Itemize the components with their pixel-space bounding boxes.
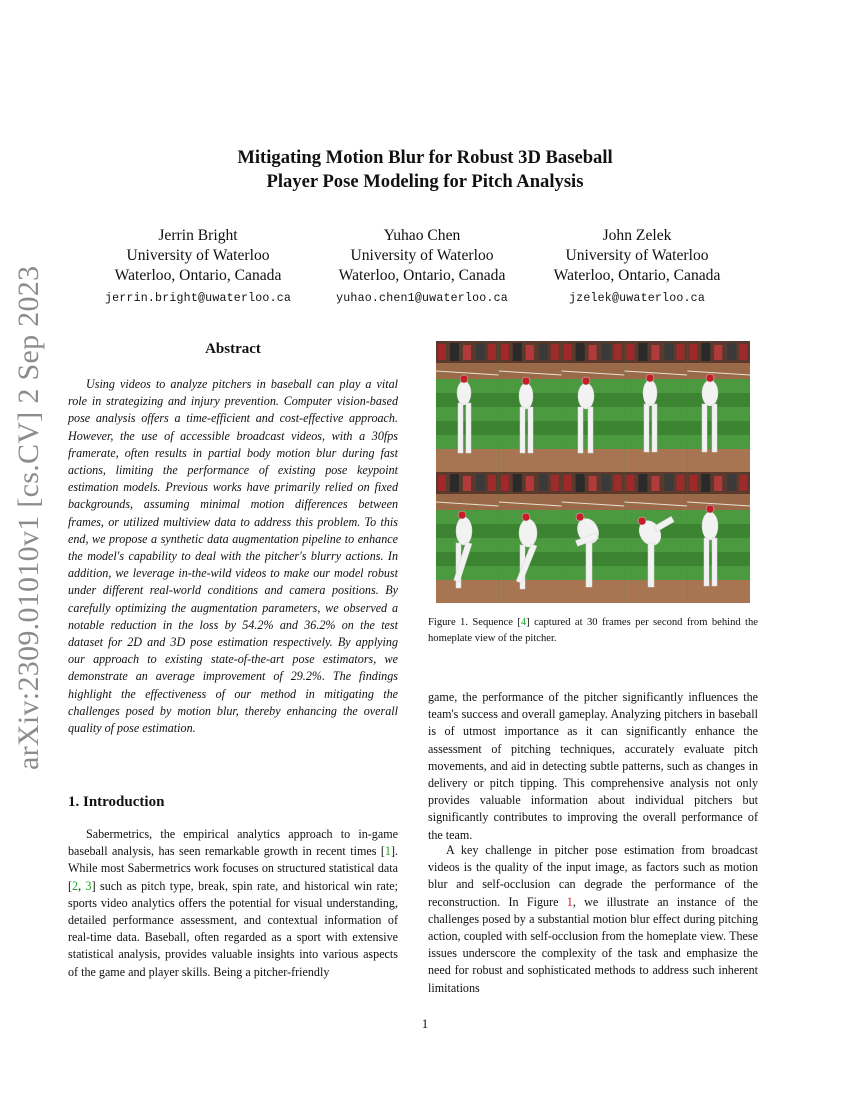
introduction-paragraph: Sabermetrics, the empirical analytics approach to in-game baseball analysis, has seen remarkable growth in recent times [1]. While most Sabermetrics work focuses on structured statistical data [2, 3] such as pitch type, break, spin rate, and historical win rate; sports video analytics offers the potential for visual understanding, detailed performance assessment, and contextual information of real-time data. Baseball, often regarded as a sport with extensive statistical analysis, provides valuable insights into various aspects of the game and player skills. Being a pitcher-friendly xyxy=(68,827,398,979)
author-name: John Zelek xyxy=(602,227,672,244)
figure-1-caption: Figure 1. Sequence [4] captured at 30 frames per second from behind the homeplate view of the pitcher. xyxy=(428,617,758,644)
introduction-heading: 1. Introduction xyxy=(68,794,165,810)
author-block-3 xyxy=(522,226,752,309)
author-location: Waterloo, Ontario, Canada xyxy=(338,267,506,284)
author-affiliation: University of Waterloo xyxy=(126,247,270,264)
citation-link[interactable]: 2 xyxy=(72,878,79,893)
figure-1-image xyxy=(436,341,750,603)
author-email[interactable]: jzelek@uwaterloo.ca xyxy=(569,292,705,305)
figure-reference-link[interactable]: 1 xyxy=(566,894,573,909)
abstract-text: Using videos to analyze pitchers in baseball can play a vital role in strategizing and injury prevention. Computer vision-based pose analysis offers a time-efficient and cost-effective approach. However, the use of accessible broadcast videos, with a 30fps framerate, often results in partial body motion blur during fast actions, limiting the performance of existing pose keypoint estimation models. Previous works have primarily relied on fixed backgrounds, assuming minimal motion differences between frames, or utilized multiview data to address this problem. To this end, we propose a synthetic data augmentation pipeline to enhance the model's capability to deal with the pitcher's blurry actions. In addition, we leverage in-the-wild videos to make our model robust under different real-world conditions and camera positions. By carefully optimizing the augmentation parameters, we observed a notable reduction in the loss by 54.2% and 36.2% on the test dataset for 2D and 3D pose estimation respectively. By applying our approach to existing state-of-the-art pose estimators, we demonstrate an average improvement of 29.2%. The findings highlight the effectiveness of our method in mitigating the challenges posed by motion blur, thereby enhancing the overall quality of pose estimation. xyxy=(68,377,398,736)
author-affiliation: University of Waterloo xyxy=(565,247,709,264)
citation-link[interactable]: 1 xyxy=(384,844,391,859)
author-email[interactable]: jerrin.bright@uwaterloo.ca xyxy=(104,292,292,305)
author-email[interactable]: yuhao.chen1@uwaterloo.ca xyxy=(336,292,508,305)
title-line-1: Mitigating Motion Blur for Robust 3D Baseball xyxy=(237,147,613,168)
pitch-sequence-frames xyxy=(436,341,750,603)
citation-link[interactable]: 4 xyxy=(520,617,527,628)
author-block-1 xyxy=(83,226,313,309)
author-affiliation: University of Waterloo xyxy=(350,247,494,264)
right-column-paragraph-2: A key challenge in pitcher pose estimation from broadcast videos is the quality of the input image, as factors such as motion blur and self-occlusion can degrade the performance of the reconstruction. In Figure 1, we illustrate an instance of the challenges posed by a substantial motion blur effect during pitching action, coupled with self-occlusion from the homeplate view. These issues underscore the complexity of the task and emphasize the need for robust and sophisticated methods to address such inherent limitations xyxy=(428,843,758,995)
author-location: Waterloo, Ontario, Canada xyxy=(553,267,721,284)
right-column-paragraph-1: game, the performance of the pitcher significantly influences the team's success and overall gameplay. Analyzing pitchers in baseball is of utmost importance as it can significantly enhance the assessment of pitching techniques, accurately evaluate pitch movements, and aid in detecting subtle patterns, such as changes in delivery or pitch tipping. This comprehensive analysis not only provides valuable information about individual pitchers but significantly contributes to improving the overall performance of the team. xyxy=(428,690,758,842)
author-block-2 xyxy=(307,226,537,309)
author-location: Waterloo, Ontario, Canada xyxy=(114,267,282,284)
title-line-2: Player Pose Modeling for Pitch Analysis xyxy=(266,171,584,192)
citation-link[interactable]: 3 xyxy=(85,878,92,893)
paper-title xyxy=(0,146,850,194)
author-name: Jerrin Bright xyxy=(158,227,238,244)
page-number: 1 xyxy=(421,1016,429,1031)
abstract-heading: Abstract xyxy=(205,341,261,357)
arxiv-identifier: arXiv:2309.01010v1 [cs.CV] 2 Sep 2023 xyxy=(12,265,45,770)
author-name: Yuhao Chen xyxy=(383,227,461,244)
